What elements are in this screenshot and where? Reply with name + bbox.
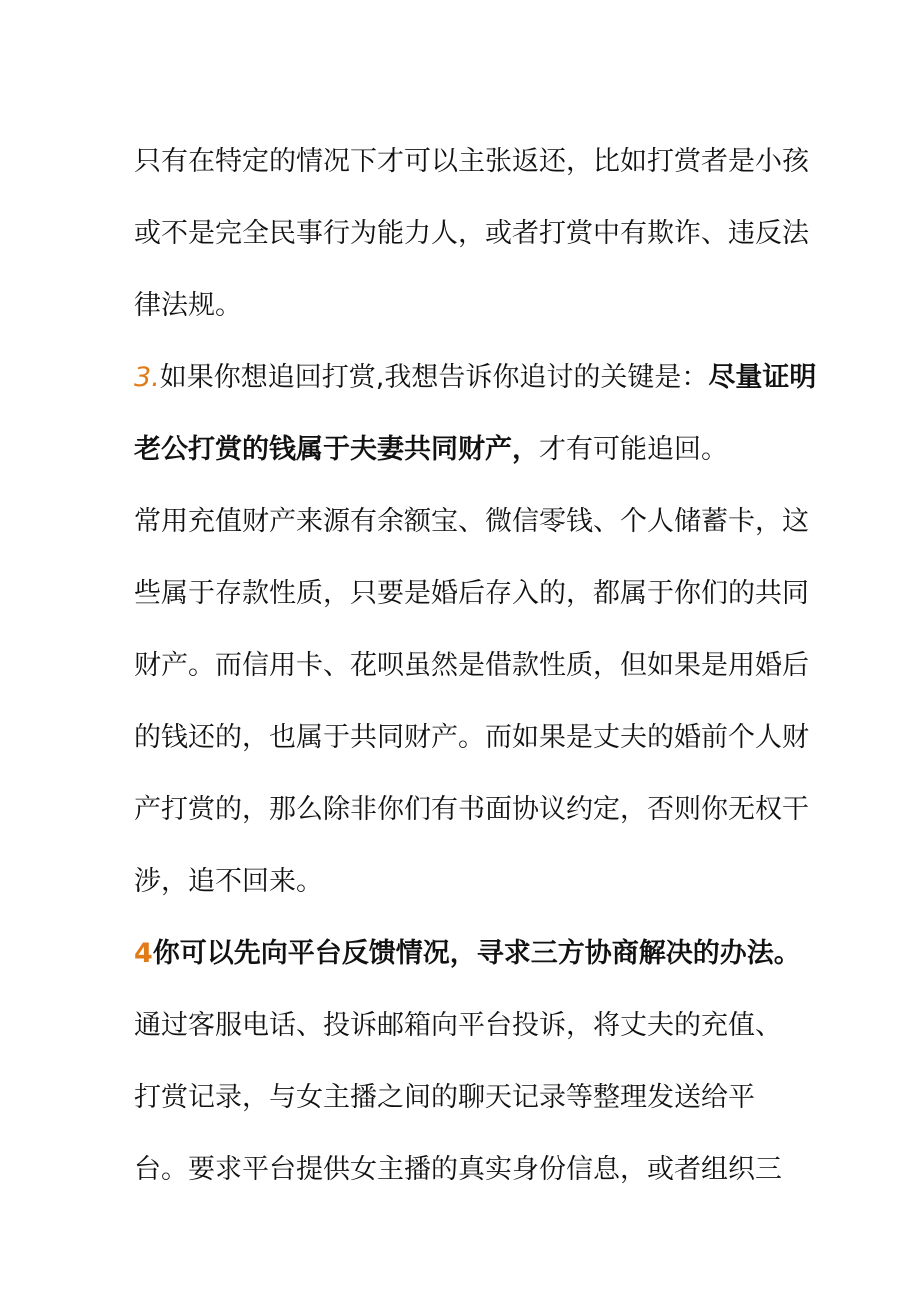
paragraph-line: 财产。而信用卡、花呗虽然是借款性质，但如果是用婚后	[134, 650, 809, 681]
paragraph-line: 的钱还的，也属于共同财产。而如果是丈夫的婚前个人财	[134, 722, 809, 753]
paragraph-line: 些属于存款性质，只要是婚后存入的，都属于你们的共同	[134, 578, 809, 609]
point-3-number: 3.	[134, 362, 160, 393]
point-4-heading-text: 你可以先向平台反馈情况，寻求三方协商解决的办法。	[152, 938, 801, 969]
paragraph-line: 只有在特定的情况下才可以主张返还，比如打赏者是小孩	[134, 146, 809, 177]
paragraph-line: 常用充值财产来源有余额宝、微信零钱、个人储蓄卡，这	[134, 506, 809, 537]
point-3-line-2	[134, 430, 794, 470]
paragraph-line: 打赏记录，与女主播之间的聊天记录等整理发送给平	[134, 1082, 755, 1113]
point-3-emphasis-continued: 老公打赏的钱属于夫妻共同财产，	[134, 434, 539, 465]
point-4-number: 4	[134, 938, 153, 969]
paragraph-line: 台。要求平台提供女主播的真实身份信息，或者组织三	[134, 1154, 782, 1185]
point-3-text: 如果你想追回打赏,我想告诉你追讨的关键是：	[159, 362, 709, 393]
paragraph-line: 律法规。	[134, 290, 242, 321]
point-4-heading	[134, 934, 801, 974]
paragraph-line: 通过客服电话、投诉邮箱向平台投诉，将丈夫的充值、	[134, 1010, 782, 1041]
point-3-line-1	[134, 358, 817, 398]
paragraph-line: 产打赏的，那么除非你们有书面协议约定，否则你无权干	[134, 794, 809, 825]
paragraph-line: 涉，追不回来。	[134, 866, 323, 897]
paragraph-line: 或不是完全民事行为能力人，或者打赏中有欺诈、违反法	[134, 218, 809, 249]
point-3-emphasis: 尽量证明	[708, 362, 817, 393]
point-3-text-continued: 才有可能追回。	[539, 434, 728, 465]
